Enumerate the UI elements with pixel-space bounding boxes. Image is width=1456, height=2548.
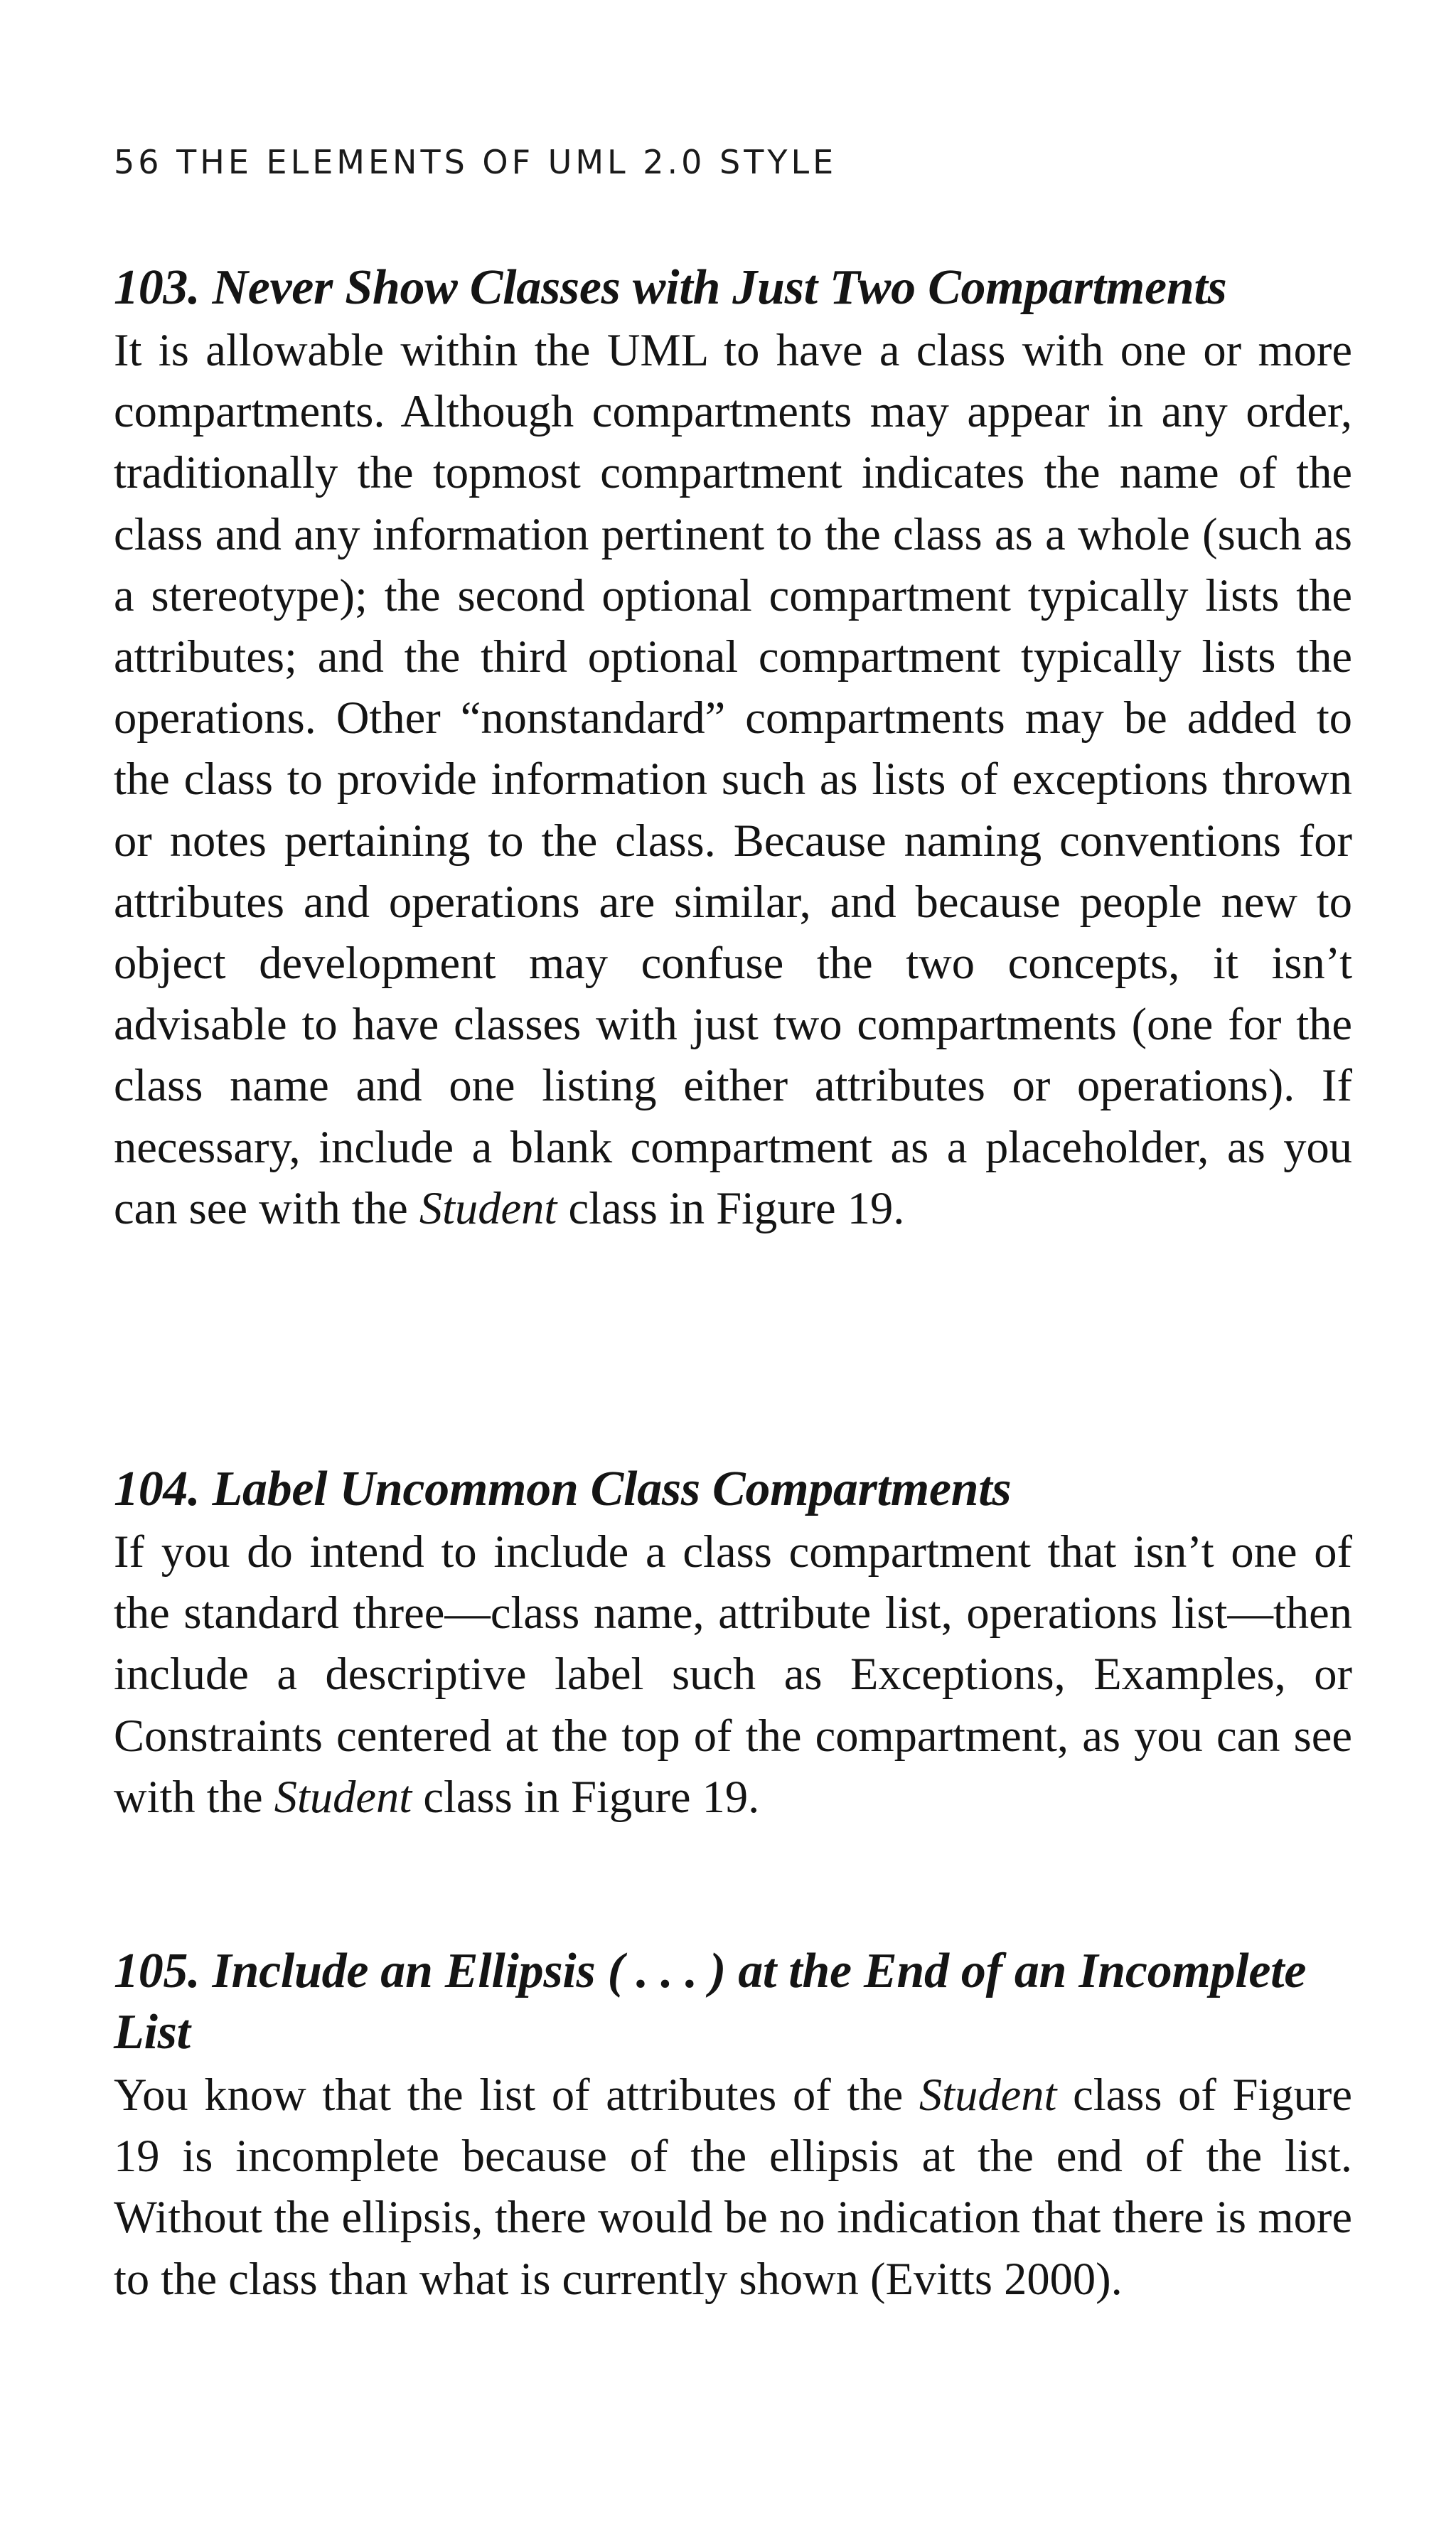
section-body [114,1521,1352,1828]
section-heading: 103. Never Show Classes with Just Two Compartments [114,260,1227,315]
section-heading: 105. Include an Ellipsis ( . . . ) at the End of an Incomplete List [114,1944,1307,2060]
body-text: You know that the list of attributes of the [114,2070,919,2120]
running-head [114,141,837,183]
section-105 [114,1941,1352,2310]
body-text: If you do intend to include a class compartment that isn’t one of the standard three—class name, attribute list, operations list—then include a descriptive label such as Exceptions, Examples, or Constraints centered at the top of the compartment, as you can see with the [114,1526,1352,1822]
running-head-title: THE ELEMENTS OF UML 2.0 STYLE [176,143,837,181]
body-text: class in Figure 19. [412,1771,760,1822]
section-body [114,320,1352,1239]
class-name-emphasis: Student [919,2070,1057,2120]
section-103 [114,257,1352,1239]
page-number: 56 [114,143,163,181]
section-104 [114,1459,1352,1828]
section-heading: 104. Label Uncommon Class Compartments [114,1462,1012,1516]
body-text: class of Figure 19 is incomplete because of the ellipsis at the end of the list. Without the ellipsis, there would be no indication that there is more to the class than what is currently shown (Evitts 2000). [114,2070,1352,2304]
section-body [114,2065,1352,2310]
class-name-emphasis: Student [274,1771,412,1822]
book-page [114,0,1352,2548]
class-name-emphasis: Student [419,1182,557,1233]
body-text: It is allowable within the UML to have a class with one or more compartments. Although compartments may appear in any order, traditionally the topmost compartment indicates the name of the class and any information pertinent to the class as a whole (such as a stereotype); the second optional compartment typically lists the attributes; and the third optional compartment typically lists the operations. Other “nonstandard” compartments may be added to the class to provide information such as lists of exceptions thrown or notes pertaining to the class. Because naming conventions for attributes and operations are similar, and because people new to object development may confuse the two concepts, it isn’t advisable to have classes with just two compartments (one for the class name and one listing either attributes or operations). If necessary, include a blank compartment as a placeholder, as you can see with the [114,325,1352,1233]
body-text: class in Figure 19. [557,1182,905,1233]
